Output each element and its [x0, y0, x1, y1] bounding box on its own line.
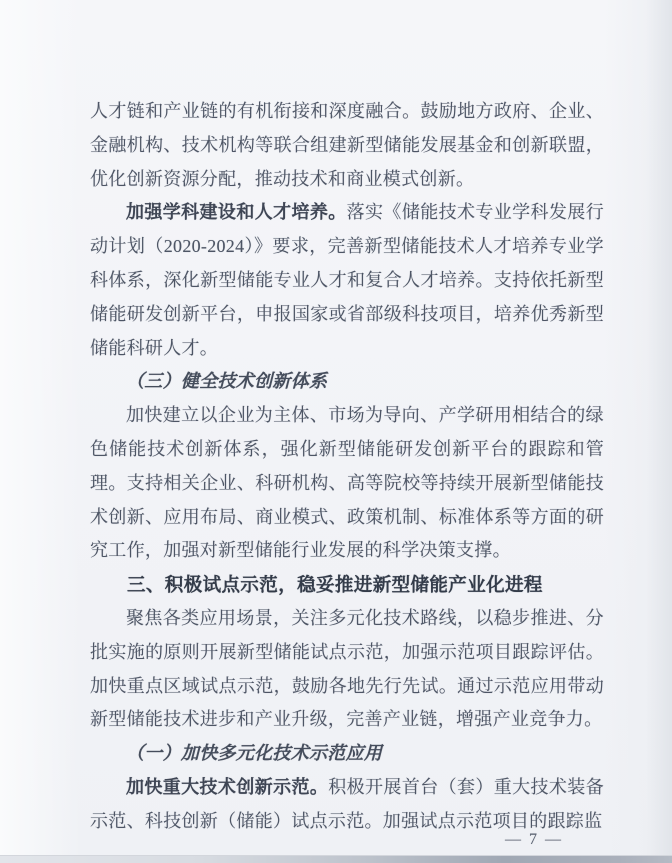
paragraph-pilot-demonstration: 聚焦各类应用场景，关注多元化技术路线，以稳步推进、分批实施的原则开展新型储能试点示范，加强示范项目跟踪评估。加快重点区域试点示范，鼓励各地先行先试。通过示范应用带动新型储能技术进步和产业升级，完善产业链，增强产业竞争力。 — [90, 607, 604, 730]
document-text-block — [90, 95, 604, 839]
page-number: — 7 — — [505, 831, 563, 848]
subsection-heading-1: （一）加快多元化技术示范应用 — [126, 743, 383, 764]
scan-shadow-right-edge — [646, 0, 672, 863]
paragraph-body-text: 积极开展首台（套）重大技术装备示范、科技创新（储能）试点示范。加强试点示范项目的跟踪监 — [90, 776, 604, 831]
paragraph-continuation: 人才链和产业链的有机衔接和深度融合。鼓励地方政府、企业、金融机构、技术机构等联合组建新型储能发展基金和创新联盟，优化创新资源分配，推动技术和商业模式创新。 — [90, 101, 604, 189]
paragraph-major-tech-demo — [90, 771, 604, 839]
paragraph-talent-training — [90, 196, 604, 365]
subsection-heading-3: （三）健全技术创新体系 — [126, 371, 328, 392]
section-heading-three: 三、积极试点示范，稳妥推进新型储能产业化进程 — [127, 574, 543, 596]
paragraph-bold-lead: 加快重大技术创新示范。 — [126, 776, 329, 797]
scan-edge-bottom — [0, 855, 672, 863]
paragraph-bold-lead: 加强学科建设和人才培养。 — [126, 202, 347, 223]
paragraph-innovation-system: 加快建立以企业为主体、市场为导向、产学研用相结合的绿色储能技术创新体系，强化新型储能研发创新平台的跟踪和管理。支持相关企业、科研机构、高等院校等持续开展新型储能技术创新、应用布局、商业模式、政策机制、标准体系等方面的研究工作，加强对新型储能行业发展的科学决策支撑。 — [90, 405, 604, 561]
paragraph-body-text: 落实《储能技术专业学科发展行动计划（2020-2024）》要求，完善新型储能技术人才培养专业学科体系，深化新型储能专业人才和复合人才培养。支持依托新型储能研发创新平台，申报国家或省部级科技项目，培养优秀新型储能科研人才。 — [90, 202, 604, 358]
